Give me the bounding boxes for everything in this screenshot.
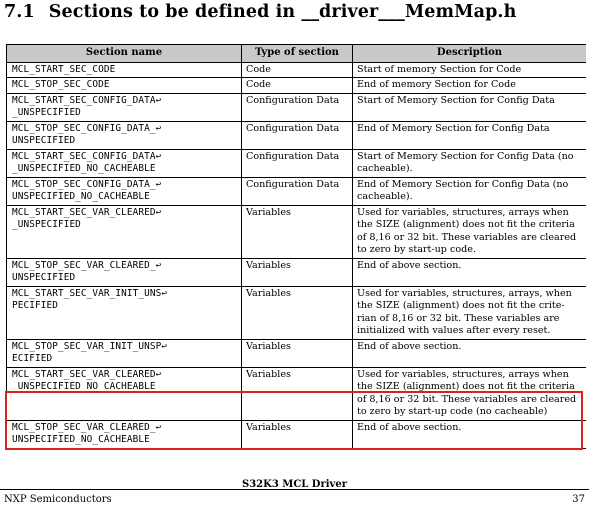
description-line: End of above section.: [357, 421, 462, 433]
table-row: [7, 93, 587, 121]
description-line: rian of 8,16 or 32 bit. These variables are: [357, 312, 560, 324]
section-name-line: MCL_STOP_SEC_CONFIG_DATA_↩: [12, 178, 162, 190]
description-line: Start of Memory Section for Config Data (no: [357, 150, 574, 162]
footer-company: NXP Semiconductors: [4, 494, 112, 505]
cell-description: [353, 205, 587, 258]
description-line: End of above section.: [357, 259, 462, 271]
cell-section-type: Variables: [242, 286, 353, 339]
section-name-line: _UNSPECIFIED: [12, 107, 81, 118]
footer-doc-title: S32K3 MCL Driver: [242, 479, 347, 490]
section-name-line: _UNSPECIFIED_NO_CACHEABLE: [12, 163, 156, 174]
section-name-line: PECIFIED: [12, 300, 58, 311]
section-name-line: MCL_STOP_SEC_VAR_INIT_UNSP↩: [12, 340, 168, 352]
footer-divider: [0, 489, 589, 490]
description-line: initialized with values after every reset.: [357, 325, 551, 336]
section-name-line: MCL_STOP_SEC_VAR_CLEARED_↩: [12, 421, 162, 433]
section-name-line: ECIFIED: [12, 353, 53, 364]
description-line: to zero by start-up code (no cacheable): [357, 406, 548, 417]
description-line: Start of Memory Section for Config Data: [357, 94, 555, 106]
section-name-line: MCL_START_SEC_CONFIG_DATA↩: [12, 94, 162, 106]
cell-description: [353, 177, 587, 205]
cell-description: [353, 367, 587, 420]
table-row: [7, 62, 587, 78]
section-name-line: MCL_START_SEC_VAR_CLEARED↩: [12, 206, 162, 218]
cell-section-type: Variables: [242, 339, 353, 367]
cell-section-type: Code: [242, 78, 353, 94]
description-line: Used for variables, structures, arrays, when: [357, 287, 572, 299]
cell-section-type: Code: [242, 62, 353, 78]
cell-description: [353, 62, 587, 78]
section-number: 7.1: [4, 2, 35, 22]
table-row: [7, 149, 587, 177]
cell-section-type: Variables: [242, 420, 353, 448]
description-line: the SIZE (alignment) does not fit the criteria: [357, 219, 575, 230]
cell-section-type: Configuration Data: [242, 177, 353, 205]
cell-section-name: [7, 339, 242, 367]
table-row: [7, 177, 587, 205]
description-line: Used for variables, structures, arrays when: [357, 368, 569, 380]
cell-section-type: Variables: [242, 205, 353, 258]
cell-section-type: Configuration Data: [242, 93, 353, 121]
footer-page-number: 37: [572, 494, 585, 505]
cell-section-type: Variables: [242, 258, 353, 286]
section-name-line: UNSPECIFIED_NO_CACHEABLE: [12, 191, 150, 202]
table-row: [7, 78, 587, 94]
section-name-line: _UNSPECIFIED_NO_CACHEABLE: [12, 381, 156, 392]
section-name-line: MCL_START_SEC_CODE: [12, 63, 116, 75]
cell-description: [353, 286, 587, 339]
section-name-line: UNSPECIFIED: [12, 135, 76, 146]
table-row: [7, 286, 587, 339]
cell-description: [353, 339, 587, 367]
description-line: the SIZE (alignment) does not fit the crite-: [357, 300, 565, 311]
memmap-table-container: [6, 44, 586, 480]
description-line: End of above section.: [357, 340, 462, 352]
description-line: the SIZE (alignment) does not fit the criteria: [357, 381, 575, 392]
section-name-line: UNSPECIFIED_NO_CACHEABLE: [12, 434, 150, 445]
header-description: Description: [353, 45, 587, 63]
cell-section-name: [7, 93, 242, 121]
table-row: [7, 420, 587, 448]
cell-section-name: [7, 258, 242, 286]
description-line: of 8,16 or 32 bit. These variables are cleared: [357, 231, 577, 243]
cell-section-type: Configuration Data: [242, 149, 353, 177]
cell-description: [353, 420, 587, 448]
cell-section-name: [7, 78, 242, 94]
description-line: End of Memory Section for Config Data: [357, 122, 550, 134]
section-name-line: MCL_START_SEC_VAR_CLEARED↩: [12, 368, 162, 380]
section-name-line: MCL_STOP_SEC_VAR_CLEARED_↩: [12, 259, 162, 271]
cell-section-name: [7, 367, 242, 420]
section-name-line: MCL_STOP_SEC_CODE: [12, 79, 110, 90]
cell-section-name: [7, 62, 242, 78]
cell-description: [353, 93, 587, 121]
description-line: to zero by start-up code.: [357, 244, 477, 255]
section-name-line: MCL_START_SEC_CONFIG_DATA↩: [12, 150, 162, 162]
description-line: cacheable).: [357, 163, 413, 174]
section-title: Sections to be defined in __driver___MemMap.h: [48, 2, 517, 22]
cell-description: [353, 149, 587, 177]
section-heading: [4, 2, 516, 22]
header-type-of-section: Type of section: [242, 45, 353, 63]
description-line: Start of memory Section for Code: [357, 63, 522, 75]
section-name-line: MCL_STOP_SEC_CONFIG_DATA_↩: [12, 122, 162, 134]
description-line: cacheable).: [357, 191, 413, 202]
table-header-row: [7, 45, 587, 63]
memmap-sections-table: [6, 44, 586, 449]
cell-section-type: Variables: [242, 367, 353, 420]
cell-description: [353, 258, 587, 286]
description-line: End of memory Section for Code: [357, 79, 516, 90]
cell-section-name: [7, 149, 242, 177]
description-line: Used for variables, structures, arrays when: [357, 206, 569, 218]
section-name-line: _UNSPECIFIED: [12, 219, 81, 230]
section-name-line: UNSPECIFIED: [12, 272, 76, 283]
description-line: of 8,16 or 32 bit. These variables are cleared: [357, 393, 577, 405]
table-row: [7, 367, 587, 420]
cell-section-type: Configuration Data: [242, 121, 353, 149]
table-row: [7, 121, 587, 149]
cell-section-name: [7, 286, 242, 339]
header-section-name: Section name: [7, 45, 242, 63]
cell-section-name: [7, 177, 242, 205]
table-row: [7, 205, 587, 258]
cell-section-name: [7, 121, 242, 149]
description-line: End of Memory Section for Config Data (no: [357, 178, 569, 190]
table-row: [7, 339, 587, 367]
cell-section-name: [7, 205, 242, 258]
cell-description: [353, 78, 587, 94]
table-body: [7, 62, 587, 448]
cell-section-name: [7, 420, 242, 448]
cell-description: [353, 121, 587, 149]
table-row: [7, 258, 587, 286]
section-name-line: MCL_START_SEC_VAR_INIT_UNS↩: [12, 287, 168, 299]
